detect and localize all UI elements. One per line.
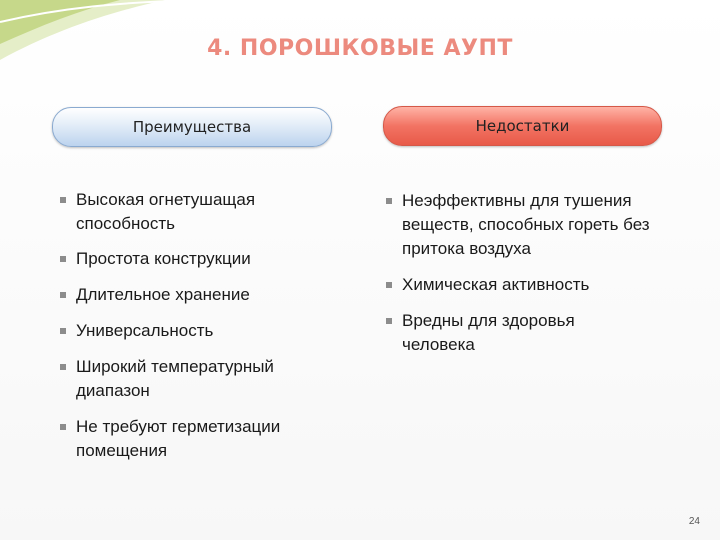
bullet-icon [386,318,392,324]
list-item-text: Неэффективны для тушения веществ, способных гореть без притока воздуха [402,191,650,258]
bullet-icon [386,282,392,288]
list-item [58,415,341,463]
list-item [58,188,348,236]
bullet-icon [60,256,66,262]
page-number: 24 [688,516,700,527]
bullet-icon [60,424,66,430]
list-item [384,273,684,297]
bullet-icon [60,197,66,203]
disadvantages-header: Недостатки [383,106,662,146]
list-item-text: Вредны для здоровья человека [402,311,575,354]
advantages-list [58,188,348,463]
list-item [58,247,348,271]
list-item [384,189,684,261]
list-item [384,309,642,357]
list-item-text: Универсальность [76,321,214,340]
list-item [58,355,341,403]
bullet-icon [60,292,66,298]
bullet-icon [60,328,66,334]
advantages-header: Преимущества [52,107,332,147]
list-item-text: Широкий температурный диапазон [76,357,274,400]
list-item-text: Не требуют герметизации помещения [76,417,281,460]
list-item-text: Химическая активность [402,275,590,294]
disadvantages-list [384,189,684,357]
list-item-text: Высокая огнетушащая способность [76,190,256,233]
list-item-text: Простота конструкции [76,249,251,268]
bullet-icon [60,364,66,370]
list-item [58,283,348,307]
bullet-icon [386,198,392,204]
list-item-text: Длительное хранение [76,285,250,304]
list-item [58,319,348,343]
slide-title: 4. ПОРОШКОВЫЕ АУПТ [207,36,513,61]
